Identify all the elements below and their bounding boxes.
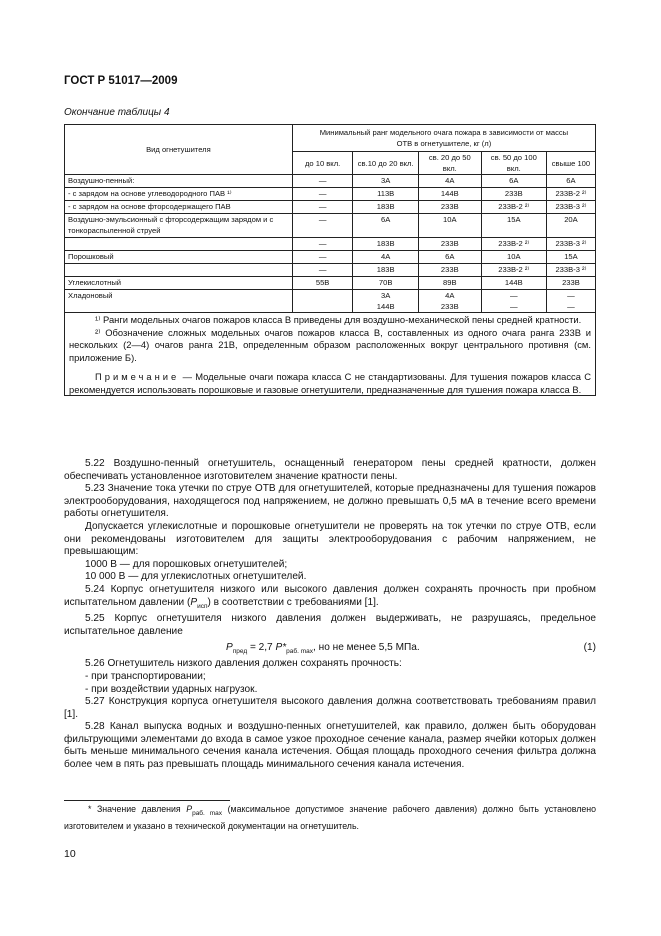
table-cell: 233В-3 ²⁾ bbox=[546, 201, 595, 214]
col-header: до 10 вкл. bbox=[292, 152, 353, 175]
row-label: Порошковый bbox=[65, 251, 293, 264]
clause-5-25: 5.25 Корпус огнетушителя низкого давления должен выдерживать, не разрушаясь, предельное испытательное давление bbox=[64, 613, 596, 637]
table-cell: — bbox=[292, 201, 353, 214]
table-note-2: ²⁾ Обозначение сложных модельных очагов пожаров класса В, составленных из одного очага ранга 233В и нескольких (2—4) очагов ранга 21В, определенным образом расположенных вокруг центрального противня (см. приложение Б). bbox=[69, 326, 591, 363]
row-label: Углекислотный bbox=[65, 277, 293, 290]
table-cell: — bbox=[292, 238, 353, 251]
row-label: Воздушно-пенный: bbox=[65, 175, 293, 188]
footnote-divider bbox=[64, 800, 230, 801]
table-cell: 6А bbox=[418, 251, 481, 264]
table-cell: 4А 233В bbox=[418, 290, 481, 313]
col-header-type: Вид огнетушителя bbox=[65, 125, 293, 175]
table-cell: — — bbox=[546, 290, 595, 313]
table-row bbox=[65, 251, 596, 264]
row-label: - с зарядом на основе углеводородного ПАВ ¹⁾ bbox=[65, 188, 293, 201]
clause-5-22: 5.22 Воздушно-пенный огнетушитель, оснащенный генератором пены средней кратности, должен обеспечивать установленное изготовителем значение кратности пены. bbox=[64, 458, 596, 482]
clause-5-24: 5.24 Корпус огнетушителя низкого или высокого давления должен сохранять прочность при пробном испытательном давлении $(P_{исп})$ в соответствии с требованиями [1]. bbox=[64, 583, 596, 610]
row-label bbox=[65, 264, 293, 277]
table-cell: 183В bbox=[353, 264, 419, 277]
row-label: - с зарядом на основе фторсодержащего ПАВ bbox=[65, 201, 293, 214]
row-label: Хладоновый bbox=[65, 290, 293, 313]
table-row bbox=[65, 264, 596, 277]
table-cell: 6А bbox=[546, 175, 595, 188]
table-cell: 233В bbox=[418, 201, 481, 214]
table-cell: 113В bbox=[353, 188, 419, 201]
table-cell: 233В-2 ²⁾ bbox=[481, 201, 546, 214]
row-label bbox=[65, 238, 293, 251]
table-4 bbox=[64, 124, 596, 313]
col-header: св.10 до 20 вкл. bbox=[353, 152, 419, 175]
clause-5-26: 5.26 Огнетушитель низкого давления должен сохранять прочность: bbox=[85, 658, 402, 670]
table-cell: 6А bbox=[353, 214, 419, 238]
formula-1: $P_{пред} = 2,7$ $P*_{раб. max}$, но не менее 5,5 МПа. (1) bbox=[64, 638, 596, 658]
table-caption: Окончание таблицы 4 bbox=[64, 107, 170, 118]
table-cell: 183В bbox=[353, 238, 419, 251]
body-text bbox=[64, 458, 596, 772]
table-cell: 10А bbox=[481, 251, 546, 264]
page-number: 10 bbox=[64, 848, 76, 860]
table-cell: 233В bbox=[418, 238, 481, 251]
paragraph: Допускается углекислотные и порошковые огнетушители не проверять на ток утечки по струе ОТВ, если они рекомендованы изготовителем для защиты электрооборудования с рабочим напряжением, не превышающим: bbox=[64, 520, 596, 558]
formula-number: (1) bbox=[583, 642, 596, 654]
paragraph: 10 000 В — для углекислотных огнетушителей. bbox=[85, 571, 307, 583]
table-row bbox=[65, 277, 596, 290]
table-row bbox=[65, 201, 596, 214]
table-cell: — bbox=[292, 251, 353, 264]
table-cell: 233В-2 ²⁾ bbox=[546, 188, 595, 201]
clause-5-23: 5.23 Значение тока утечки по струе ОТВ для огнетушителей, которые предназначены для тушения пожаров электрооборудования, находящегося под напряжением, не должно превышать 0,5 мА в течение всего времени работы огнетушителя. bbox=[64, 483, 596, 520]
table-cell: 233В bbox=[418, 264, 481, 277]
table-cell: 70В bbox=[353, 277, 419, 290]
table-cell: 89В bbox=[418, 277, 481, 290]
footnote: * Значение давления $P_{раб. max}$ (максимальное допустимое значение рабочего давления) должно быть установлено изготовителем и указано в технической документации на огнетушитель. bbox=[64, 804, 596, 831]
clause-5-28: 5.28 Канал выпуска водных и воздушно-пенных огнетушителей, как правило, должен быть оборудован фильтрующими элементами до входа в самое узкое проходное сечение канала, размер ячейки которых должен быть меньше минимального сечения канала истечения. Общая площадь проходного сечения фильтра должна более чем в пять раз превышать площадь минимального сечения канала истечения. bbox=[64, 721, 596, 771]
clause-5-27: 5.27 Конструкция корпуса огнетушителя высокого давления должна соответствовать требованиям правил [1]. bbox=[64, 696, 596, 720]
table-cell: — — bbox=[481, 290, 546, 313]
table-cell: — bbox=[292, 264, 353, 277]
table-cell: 233В-3 ²⁾ bbox=[546, 264, 595, 277]
paragraph: 1000 В — для порошковых огнетушителей; bbox=[85, 558, 288, 570]
table-cell: 233В-3 ²⁾ bbox=[546, 238, 595, 251]
table-cell: 183В bbox=[353, 201, 419, 214]
table-cell: 144В bbox=[418, 188, 481, 201]
table-row bbox=[65, 214, 596, 238]
table-cell: 20А bbox=[546, 214, 595, 238]
table-cell: 233В-2 ²⁾ bbox=[481, 238, 546, 251]
col-header: св. 50 до 100 вкл. bbox=[481, 152, 546, 175]
remark-label: Примечание bbox=[95, 371, 180, 382]
table-cell: 3А 144В bbox=[353, 290, 419, 313]
table-remark: Примечание — Модельные очаги пожара класса С не стандартизованы. Для тушения пожаров класса С рекомендуется использовать порошковые и газовые огнетушители, предназначенные для тушения пожара класса В. bbox=[69, 371, 591, 395]
list-item: - при транспортировании; bbox=[85, 670, 206, 682]
table-notes bbox=[64, 310, 596, 396]
table-cell: 4А bbox=[353, 251, 419, 264]
table-row bbox=[65, 175, 596, 188]
document-header: ГОСТ Р 51017—2009 bbox=[64, 75, 178, 87]
col-header: св. 20 до 50 вкл. bbox=[418, 152, 481, 175]
table-cell: 55В bbox=[292, 277, 353, 290]
col-header: свыше 100 bbox=[546, 152, 595, 175]
list-item: - при воздействии ударных нагрузок. bbox=[85, 683, 258, 695]
table-row bbox=[65, 238, 596, 251]
table-cell: — bbox=[292, 175, 353, 188]
row-label: Воздушно-эмульсионный с фторсодержащим зарядом и с тонкораспыленной струей bbox=[65, 214, 293, 238]
table-row bbox=[65, 188, 596, 201]
table-cell: 144В bbox=[481, 277, 546, 290]
table-cell: 4А bbox=[418, 175, 481, 188]
table-cell: 3А bbox=[353, 175, 419, 188]
table-cell: — bbox=[292, 188, 353, 201]
table-cell: 10А bbox=[418, 214, 481, 238]
table-cell: 233В-2 ²⁾ bbox=[481, 264, 546, 277]
table-cell: — bbox=[292, 214, 353, 238]
table-cell: 15А bbox=[481, 214, 546, 238]
table-cell: 15А bbox=[546, 251, 595, 264]
table-cell: 233В bbox=[481, 188, 546, 201]
table-cell: 6А bbox=[481, 175, 546, 188]
table-cell: 233В bbox=[546, 277, 595, 290]
table-note-1: ¹⁾ Ранги модельных очагов пожаров класса В приведены для воздушно-механической пены средней кратности. bbox=[95, 314, 582, 325]
col-header-group: Минимальный ранг модельного очага пожара в зависимости от массы ОТВ в огнетушителе, кг (л) bbox=[292, 125, 595, 152]
